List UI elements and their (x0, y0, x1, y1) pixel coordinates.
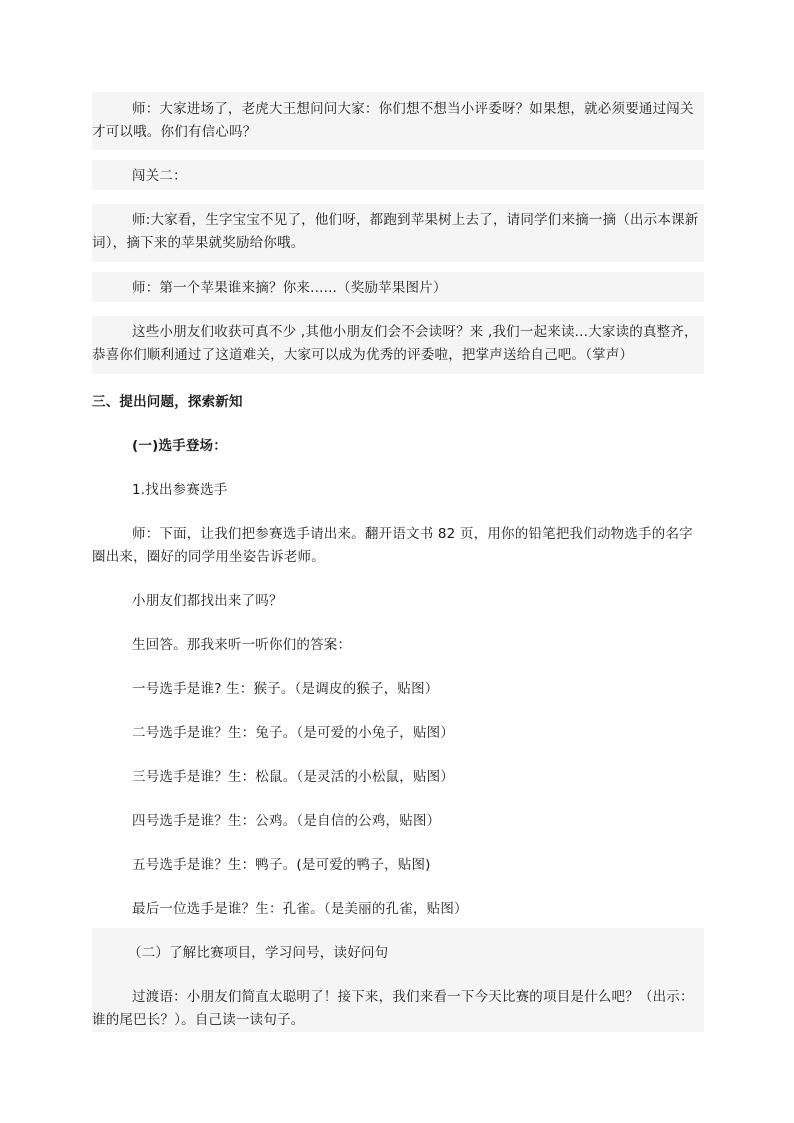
subsection-heading: （二）了解比赛项目，学习问号，读好问句 (128, 945, 389, 961)
list-item: 五号选手是谁？生：鸭子。(是可爱的鸭子，贴图) (132, 857, 431, 873)
list-item: 最后一位选手是谁？生：孔雀。（是美丽的孔雀，贴图） (132, 901, 468, 917)
paragraph: 师：大家进场了，老虎大王想问问大家：你们想不想当小评委呀？如果想，就必须要通过闯关才可以哦。你们有信心吗？ (92, 101, 694, 140)
paragraph: 过渡语：小朋友们简直太聪明了！接下来，我们来看一下今天比赛的项目是什么吧？（出示：谁的尾巴长？）。自己读一读句子。 (92, 989, 694, 1028)
section-heading: 三、提出问题，探索新知 (92, 394, 243, 410)
list-item: 四号选手是谁？生：公鸡。（是自信的公鸡，贴图） (132, 813, 441, 829)
list-item: 二号选手是谁？生：兔子。（是可爱的小兔子，贴图） (132, 725, 455, 741)
paragraph: 小朋友们都找出来了吗？ (132, 593, 283, 609)
list-item: 三号选手是谁？生：松鼠。（是灵活的小松鼠，贴图） (132, 769, 455, 785)
paragraph: 师:大家看，生字宝宝不见了，他们呀，都跑到苹果树上去了，请同学们来摘一摘（出示本课新词），摘下来的苹果就奖励给你哦。 (92, 212, 699, 251)
paragraph: 闯关二： (132, 168, 187, 184)
paragraph: 生回答。那我来听一听你们的答案： (132, 637, 352, 653)
paragraph: 1.找出参赛选手 (132, 482, 228, 498)
paragraph: 师：第一个苹果谁来摘？你来......（奖励苹果图片） (132, 280, 447, 296)
paragraph: 这些小朋友们收获可真不少 ,其他小朋友们会不会读呀？来 ,我们一起来读...大家读的真整齐，恭喜你们顺利通过了这道难关，大家可以成为优秀的评委啦，把掌声送给自己吧。（掌声） (92, 324, 698, 363)
paragraph: 师：下面，让我们把参赛选手请出来。翻开语文书 82 页，用你的铅笔把我们动物选手的名字圈出来，圈好的同学用坐姿告诉老师。 (92, 526, 693, 565)
list-item: 一号选手是谁? 生：猴子。（是调皮的猴子，贴图） (132, 681, 439, 697)
subsection-heading: (一)选手登场： (132, 438, 227, 454)
